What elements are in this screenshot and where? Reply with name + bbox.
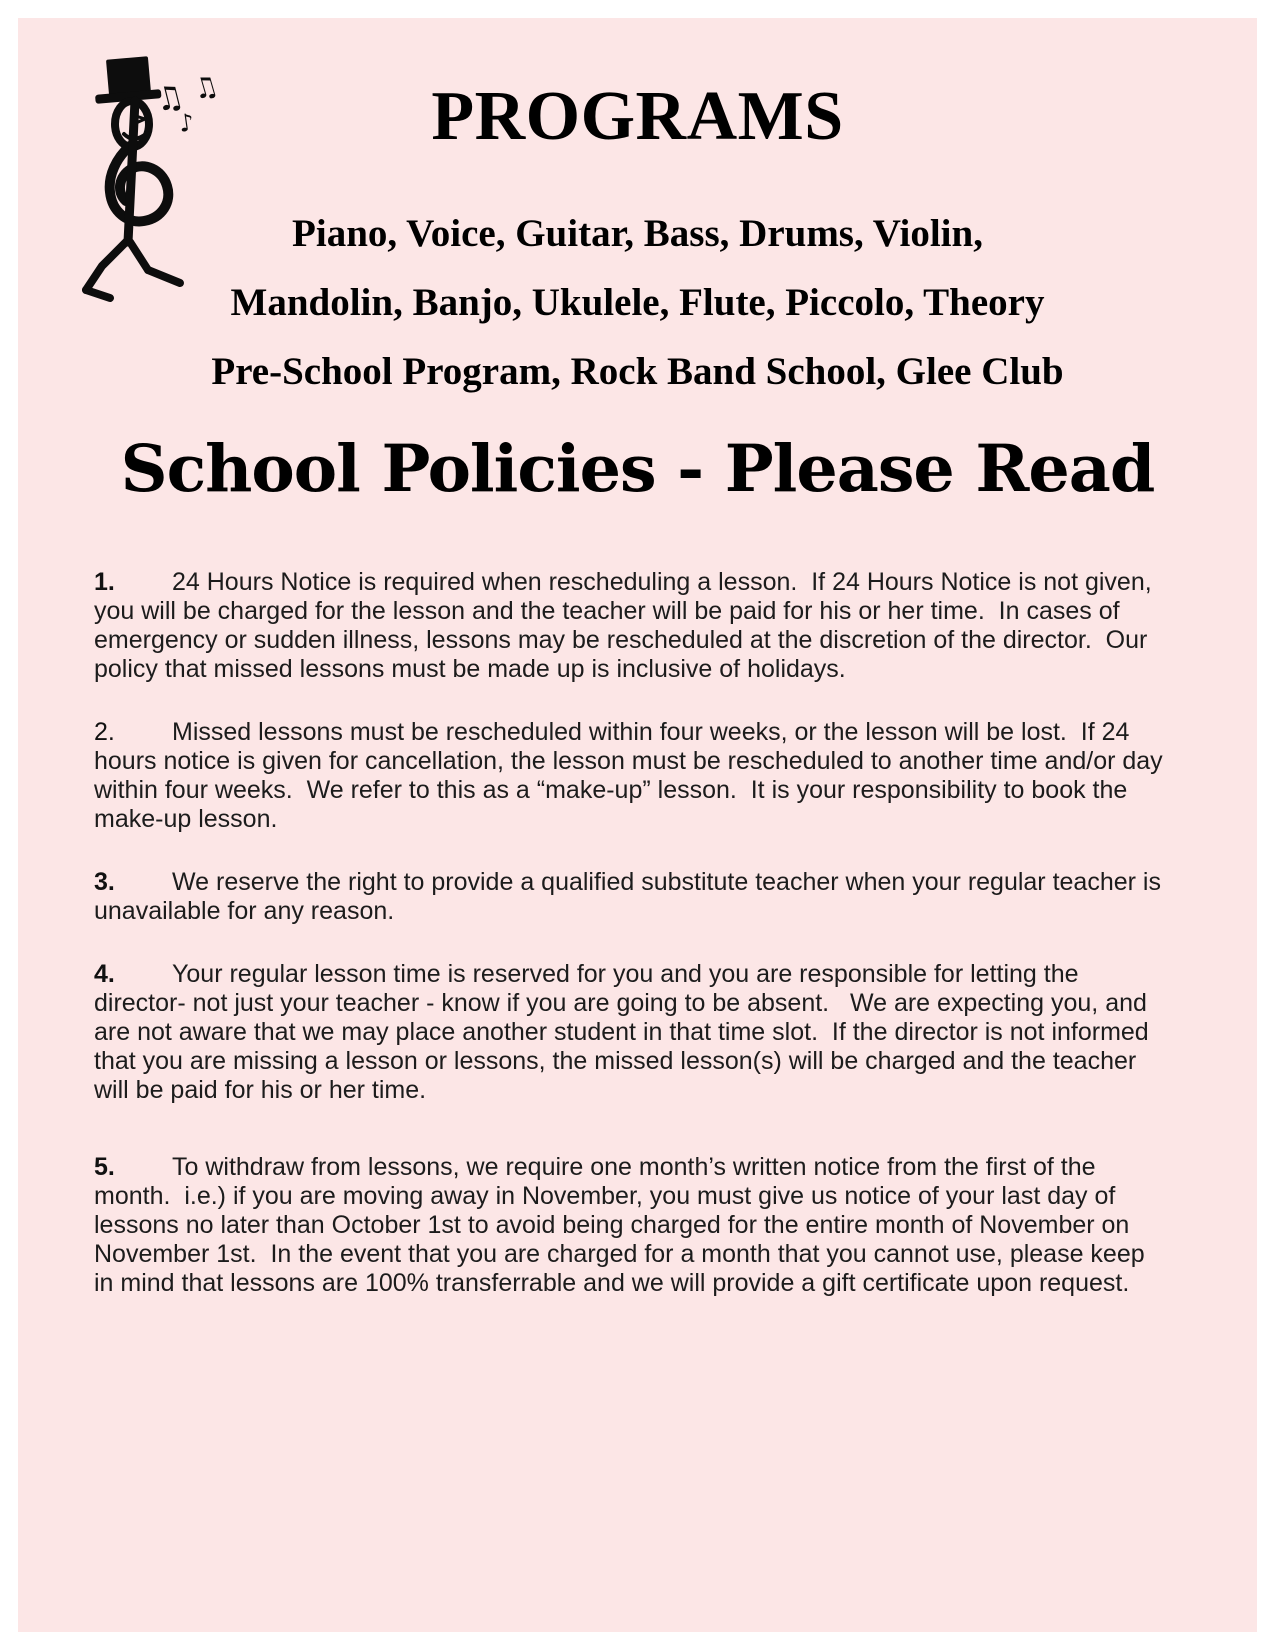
dancing-treble-clef-logo (64, 54, 224, 304)
policy-item (94, 960, 1164, 1105)
programs-subtitle-line-3: Pre-School Program, Rock Band School, Glee Club (211, 350, 1064, 393)
policy-item (94, 568, 1164, 684)
programs-subtitle-line-2: Mandolin, Banjo, Ukulele, Flute, Piccolo, Theory (230, 281, 1045, 324)
policies-list (18, 568, 1257, 1298)
top-hat-icon (92, 55, 161, 104)
music-notes-icon (151, 68, 222, 138)
policy-item (94, 1153, 1164, 1298)
policy-number: 1. (94, 568, 115, 596)
policy-number: 2. (94, 718, 115, 746)
policies-heading: School Policies - Please Read (120, 431, 1155, 507)
policy-number: 3. (94, 868, 115, 896)
page-title: PROGRAMS (431, 78, 844, 155)
pink-page-panel (18, 18, 1257, 1632)
policy-number: 4. (94, 960, 115, 988)
svg-text:♫: ♫ (188, 68, 223, 107)
svg-text:♪: ♪ (176, 108, 197, 138)
policy-text: We reserve the right to provide a qualified substitute teacher when your regular teacher is unavailable for any reason. (94, 868, 1168, 925)
policy-text: Missed lessons must be rescheduled within four weeks, or the lesson will be lost. If 24 hours notice is given for cancellation, the lesson must be rescheduled to another time and/or day within four weeks. We refer to this as a “make-up” lesson. It is your responsibility to book the make-up lesson. (94, 718, 1170, 833)
policy-text: To withdraw from lessons, we require one month’s written notice from the first of the month. i.e.) if you are moving away in November, you must give us notice of your last day of lessons no later than October 1st to avoid being charged for the entire month of November on November 1st. In the event that you are charged for a month that you cannot use, please keep in mind that lessons are 100% transferrable and we will provide a gift certificate upon request. (94, 1153, 1152, 1297)
policy-item (94, 718, 1170, 834)
svg-text:♫: ♫ (150, 75, 188, 120)
walking-legs (86, 240, 180, 298)
programs-subtitle-line-1: Piano, Voice, Guitar, Bass, Drums, Violin, (292, 212, 983, 255)
policy-number: 5. (94, 1153, 115, 1181)
policy-text: Your regular lesson time is reserved for you and you are responsible for letting the director- not just your teacher - know if you are going to be absent. We are expecting you, and are not aware that we may place another student in that time slot. If the director is not informed that you are missing a lesson or lessons, the missed lesson(s) will be charged and the teacher will be paid for his or her time. (94, 960, 1156, 1104)
policy-text: 24 Hours Notice is required when rescheduling a lesson. If 24 Hours Notice is not given, you will be charged for the lesson and the teacher will be paid for his or her time. In cases of emergency or sudden illness, lessons may be rescheduled at the discretion of the director. Our policy that missed lessons must be made up is inclusive of holidays. (94, 568, 1159, 683)
policy-item (94, 868, 1168, 926)
